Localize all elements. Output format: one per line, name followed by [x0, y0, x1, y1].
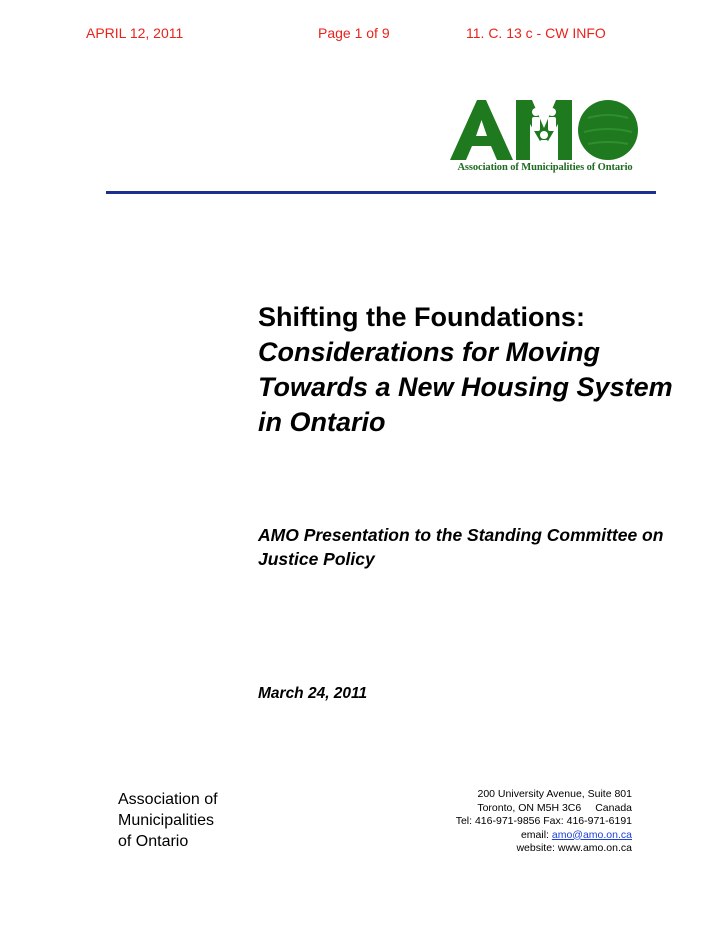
address-city-line [456, 802, 632, 816]
header-page-number: Page 1 of 9 [318, 25, 390, 41]
email-link[interactable]: amo@amo.on.ca [551, 828, 632, 841]
address-website: website: www.amo.on.ca [516, 842, 632, 854]
address-email-line [456, 829, 632, 843]
header-date: APRIL 12, 2011 [86, 25, 184, 41]
address-phone: Tel: 416-971-9856 Fax: 416-971-6191 [455, 815, 632, 827]
header-divider [106, 191, 656, 194]
title-line-1: Shifting the Foundations: [258, 302, 585, 332]
document-subtitle: AMO Presentation to the Standing Committee on Justice Policy [258, 525, 664, 569]
document-title [258, 300, 698, 440]
org-line-3: of Ontario [118, 833, 189, 850]
amo-logo [450, 98, 640, 180]
address-street: 200 University Avenue, Suite 801 [477, 788, 632, 800]
contact-address [456, 788, 632, 856]
organization-name [118, 789, 218, 852]
address-city: Toronto, ON M5H 3C6 [477, 801, 582, 814]
address-country: Canada [595, 801, 632, 814]
org-line-2: Municipalities [118, 812, 215, 829]
amo-logo-letters-icon [450, 98, 640, 162]
org-line-1: Association of [118, 791, 218, 808]
logo-caption: Association of Municipalities of Ontario [457, 162, 633, 173]
header-reference: 11. C. 13 c - CW INFO [466, 25, 606, 41]
title-line-2: Considerations for Moving Towards a New Housing System in Ontario [258, 337, 673, 437]
document-date: March 24, 2011 [258, 685, 368, 702]
email-label: email: [520, 828, 549, 841]
